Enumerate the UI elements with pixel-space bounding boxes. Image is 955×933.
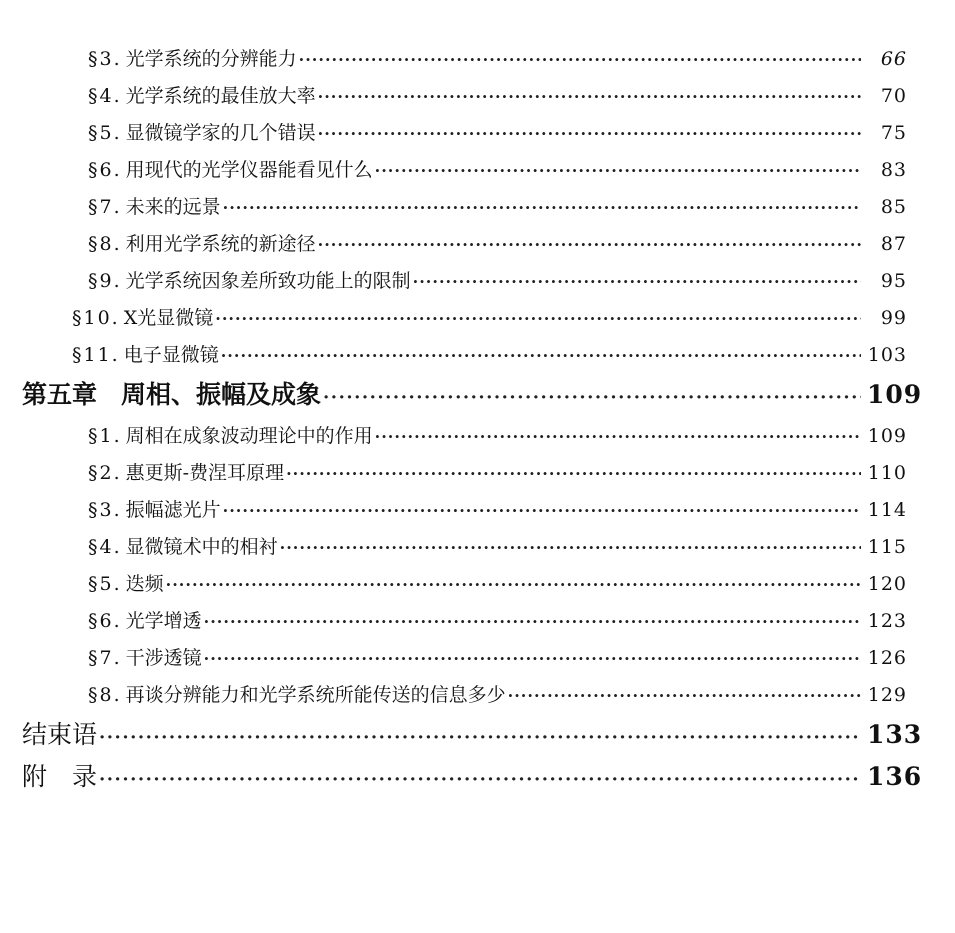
page-number: 110: [867, 462, 907, 484]
toc-entry: [0, 674, 955, 711]
toc-entry: [0, 149, 955, 186]
entry-title: 光学系统的最佳放大率: [125, 85, 316, 107]
page-number: 126: [867, 647, 907, 669]
dot-leader: [204, 649, 861, 668]
section-number: §5.: [88, 573, 122, 595]
section-number: §7.: [88, 196, 122, 218]
toc-entry: [0, 38, 955, 75]
page-number: 83: [880, 159, 907, 181]
page-number: 123: [867, 610, 907, 632]
toc-entry: [0, 452, 955, 489]
entry-title: 电子显微镜: [123, 344, 219, 366]
table-of-contents: [0, 38, 955, 795]
page-number: 109: [867, 380, 923, 409]
dot-leader: [280, 538, 861, 557]
entry-title: 振幅滤光片: [125, 499, 221, 521]
section-number: §6.: [88, 159, 122, 181]
entry-title: 利用光学系统的新途径: [125, 233, 316, 255]
toc-entry: [0, 223, 955, 260]
entry-title: 未来的远景: [125, 196, 221, 218]
section-number: §11.: [72, 344, 120, 366]
page-number: 87: [880, 233, 907, 255]
entry-title: 干涉透镜: [125, 647, 202, 669]
section-number: §7.: [88, 647, 122, 669]
dot-leader: [375, 161, 861, 180]
dot-leader: [166, 575, 861, 594]
dot-leader: [323, 387, 861, 408]
toc-entry: [0, 186, 955, 223]
page-number: 129: [867, 684, 907, 706]
section-number: §4.: [88, 536, 122, 558]
toc-entry: [0, 75, 955, 112]
dot-leader: [223, 501, 861, 520]
section-number: §5.: [88, 122, 122, 144]
dot-leader: [286, 464, 861, 483]
entry-title: 迭频: [125, 573, 164, 595]
entry-title: 再谈分辨能力和光学系统所能传送的信息多少: [125, 684, 506, 706]
toc-entry: [0, 112, 955, 149]
entry-title: 显微镜术中的相衬: [125, 536, 278, 558]
toc-entry: [0, 526, 955, 563]
page-number: 75: [880, 122, 907, 144]
dot-leader: [215, 309, 861, 328]
page-number: 133: [867, 720, 923, 749]
entry-title: 周相在成象波动理论中的作用: [125, 425, 373, 447]
entry-title: 惠更斯-费涅耳原理: [125, 462, 285, 484]
section-number: §8.: [88, 233, 122, 255]
dot-leader: [508, 686, 861, 705]
section-number: §3.: [88, 499, 122, 521]
toc-top-entry: [0, 753, 955, 795]
entry-title: 结束语: [22, 720, 98, 749]
section-number: §9.: [88, 270, 122, 292]
dot-leader: [318, 124, 861, 143]
toc-top-entry: [0, 711, 955, 753]
toc-entry: [0, 489, 955, 526]
section-number: §3.: [88, 48, 122, 70]
entry-title: 附 录: [22, 762, 98, 791]
page-number: 114: [867, 499, 907, 521]
dot-leader: [99, 769, 861, 790]
toc-entry: [0, 637, 955, 674]
dot-leader: [413, 272, 861, 291]
entry-title: X光显微镜: [123, 307, 214, 329]
chapter-title: 周相、振幅及成象: [121, 380, 322, 409]
section-number: §4.: [88, 85, 122, 107]
page-number: 95: [880, 270, 907, 292]
entry-title: 显微镜学家的几个错误: [125, 122, 316, 144]
toc-entry: [0, 297, 955, 334]
dot-leader: [99, 727, 861, 748]
dot-leader: [318, 87, 861, 106]
toc-entry: [0, 415, 955, 452]
section-number: §1.: [88, 425, 122, 447]
toc-entry: [0, 600, 955, 637]
page-number: 99: [880, 307, 907, 329]
section-number: §10.: [72, 307, 120, 329]
page-number: 66: [880, 48, 907, 70]
page-number: 70: [880, 85, 907, 107]
entry-title: 用现代的光学仪器能看见什么: [125, 159, 373, 181]
page-number: 109: [867, 425, 907, 447]
page-number: 115: [867, 536, 907, 558]
toc-entry: [0, 260, 955, 297]
dot-leader: [318, 235, 861, 254]
toc-entry: [0, 334, 955, 371]
page-number: 120: [867, 573, 907, 595]
toc-chapter-entry: [0, 371, 955, 415]
chapter-number: 第五章: [22, 380, 98, 409]
entry-title: 光学增透: [125, 610, 202, 632]
toc-entry: [0, 563, 955, 600]
page-number: 136: [867, 762, 923, 791]
dot-leader: [204, 612, 861, 631]
page-number: 85: [880, 196, 907, 218]
dot-leader: [299, 50, 861, 69]
section-number: §6.: [88, 610, 122, 632]
page-number: 103: [867, 344, 907, 366]
section-number: §8.: [88, 684, 122, 706]
dot-leader: [375, 427, 861, 446]
entry-title: 光学系统因象差所致功能上的限制: [125, 270, 411, 292]
dot-leader: [221, 346, 861, 365]
dot-leader: [223, 198, 861, 217]
section-number: §2.: [88, 462, 122, 484]
entry-title: 光学系统的分辨能力: [125, 48, 297, 70]
